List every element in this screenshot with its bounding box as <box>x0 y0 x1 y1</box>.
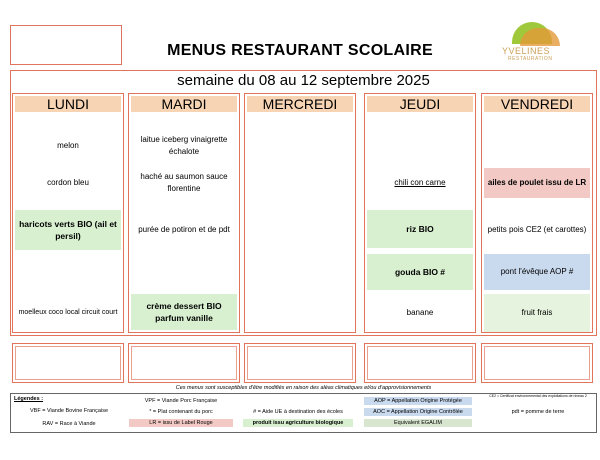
legend-aide-ue: # = Aide UE à destination des écoles <box>253 409 343 415</box>
legend-aoc: AOC = Appellation Origine Contrôlée <box>364 408 472 416</box>
bottom-box <box>128 343 240 383</box>
day-header: VENDREDI <box>484 96 590 112</box>
empty-header-box <box>10 25 122 65</box>
legend-vbf: VBF = Viande Bovine Française <box>29 408 108 414</box>
day-header: LUNDI <box>15 96 121 112</box>
day-column-lundi <box>12 93 124 333</box>
bottom-box <box>12 343 124 383</box>
day-column-mercredi <box>244 93 356 333</box>
legend-porc: * = Plat contenant du porc <box>149 409 213 415</box>
bottom-box-inner <box>484 346 590 380</box>
menu-item <box>131 254 237 290</box>
legend-box <box>10 393 597 433</box>
menu-item: banane <box>406 308 434 317</box>
yvelines-logo <box>490 20 590 70</box>
bottom-box <box>244 343 356 383</box>
menu-item: cordon bleu <box>47 178 89 187</box>
menu-item: purée de potiron et de pdt <box>138 225 230 234</box>
bottom-box <box>481 343 593 383</box>
menu-item: pont l'évêque AOP # <box>484 254 590 290</box>
menu-item: ailes de poulet issu de LR <box>484 168 590 198</box>
menu-item: fruit frais <box>484 294 590 332</box>
disclaimer-notice: Ces menus sont susceptibles d'être modifiés en raison des aléas climatiques et/ou d'approvisionnements <box>175 385 432 391</box>
day-header: JEUDI <box>367 96 473 112</box>
legend-label-rouge: LR = issu de Label Rouge <box>129 419 233 427</box>
menu-item: haricots verts BIO (ail et persil) <box>15 210 121 250</box>
legend-rav: RAV = Race à Viande <box>42 421 96 427</box>
legend-ce2: CE2 = Certificat environnemental des exploitations de niveau 2 <box>489 394 587 398</box>
legend-pdt: pdt = pomme de terre <box>511 409 565 415</box>
day-column-vendredi <box>481 93 593 333</box>
legend-aop: AOP = Appellation Origine Protégée <box>364 397 472 405</box>
legend-vpf: VPF = Viande Porc Française <box>144 398 218 404</box>
menu-item: haché au saumon sauce florentine <box>140 172 228 193</box>
day-column-jeudi <box>364 93 476 333</box>
menu-item <box>367 166 473 200</box>
menu-item: laitue iceberg vinaigrette échalote <box>140 135 228 156</box>
menu-item: petits pois CE2 (et carottes) <box>487 225 587 234</box>
menu-item <box>15 254 121 290</box>
day-header: MARDI <box>131 96 237 112</box>
menu-item: moelleux coco local circuit court <box>18 309 118 316</box>
week-title: semaine du 08 au 12 septembre 2025 <box>177 72 430 89</box>
bottom-box-inner <box>367 346 473 380</box>
bottom-box-inner <box>131 346 237 380</box>
menu-item-text: chili con carne <box>394 178 446 187</box>
day-column-mardi <box>128 93 240 333</box>
legend-bio: produit issu agriculture biologique <box>243 419 353 427</box>
legend-egalim: Equivalent EGALIM <box>364 419 472 427</box>
day-header: MERCREDI <box>247 96 353 112</box>
logo-sub-text: RESTAURATION <box>508 56 553 62</box>
legend-title: Légendes : <box>14 396 44 402</box>
logo-brand-text: YVELINES <box>502 46 551 56</box>
bottom-box-inner <box>247 346 353 380</box>
menu-item: crème dessert BIO parfum vanille <box>131 294 237 330</box>
bottom-box-inner <box>15 346 121 380</box>
page-title: MENUS RESTAURANT SCOLAIRE <box>167 42 433 59</box>
bottom-box <box>364 343 476 383</box>
menu-item: riz BIO <box>367 210 473 248</box>
menu-item: gouda BIO # <box>367 254 473 290</box>
menu-item: melon <box>57 141 79 150</box>
